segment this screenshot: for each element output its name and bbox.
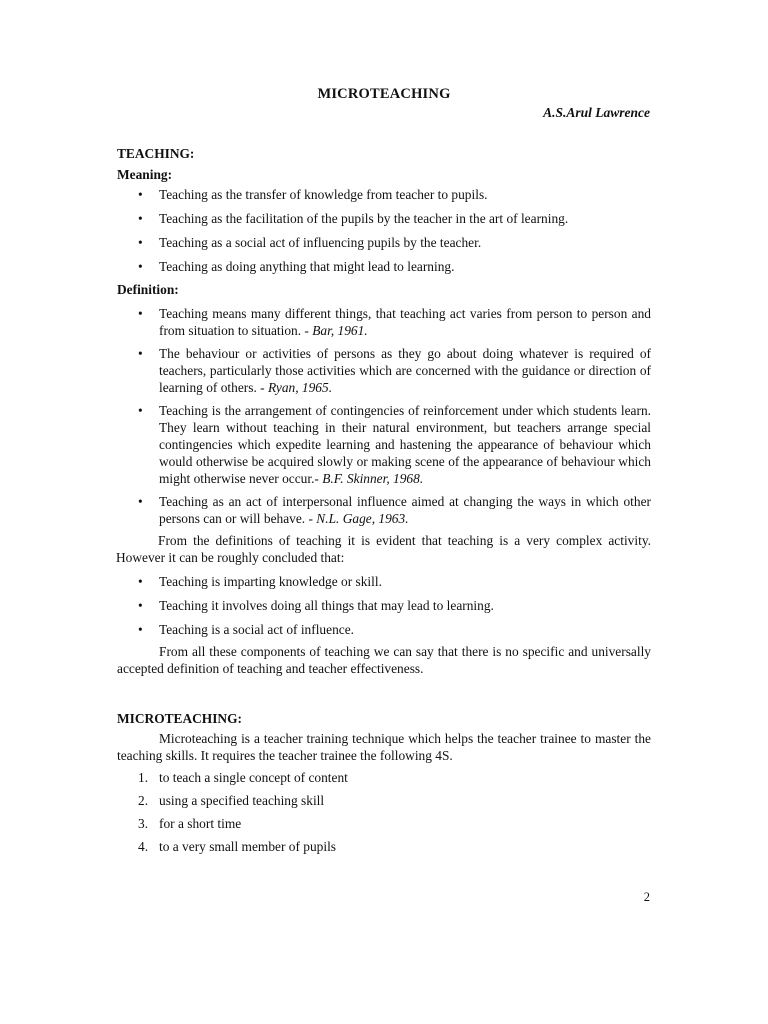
list-item: • Teaching as the facilitation of the pupils by the teacher in the art of learning. (117, 210, 651, 227)
citation: N.L. Gage, 1963. (316, 511, 409, 526)
numbered-item (117, 769, 651, 786)
list-item: • Teaching it involves doing all things that may lead to learning. (117, 597, 651, 614)
author-name: A.S.Arul Lawrence (543, 105, 650, 120)
numbered-item (117, 815, 651, 832)
definition-text: Teaching is the arrangement of contingencies of reinforcement under which students learn. They learn without teaching in their natural environment, but teachers arrange special contingencies which expedite learning and hastening the appearance of behaviour which would otherwise be acquired slowly or making scene of the appearance of behaviour which might otherwise never occur.- (159, 403, 651, 486)
microteaching-intro: Microteaching is a teacher training technique which helps the teacher trainee to master the teaching skills. It requires the teacher trainee the following 4S. (117, 731, 651, 763)
teaching-heading: TEACHING: (117, 146, 195, 161)
list-item: • Teaching is a social act of influence. (117, 621, 651, 638)
conclusion-intro: From the definitions of teaching it is evident that teaching is a very complex activity. However it can be roughly concluded that: (116, 533, 651, 565)
definition-list (117, 305, 651, 527)
item-text: for a short time (159, 816, 242, 831)
definition-text: The behaviour or activities of persons as they go about doing whatever is required of teachers, particularly those activities which are concerned with the guidance or direction of learning of others. - (159, 346, 651, 395)
definition-item (117, 402, 651, 487)
citation: Ryan, 1965. (267, 380, 333, 395)
list-item: • Teaching is imparting knowledge or skill. (117, 573, 651, 590)
definition-text: Teaching means many different things, that teaching act varies from person to person and from situation to situation. - (159, 306, 651, 338)
meaning-list (117, 186, 651, 275)
document-body (117, 145, 651, 855)
page-number: 2 (643, 890, 650, 904)
item-text: to teach a single concept of content (159, 770, 348, 785)
document-title: MICROTEACHING (317, 86, 451, 102)
numbered-item (117, 792, 651, 809)
definition-item (117, 345, 651, 396)
item-number: 1. (138, 770, 149, 785)
citation: Bar, 1961. (312, 323, 368, 338)
microteaching-list (117, 769, 651, 855)
citation: B.F. Skinner, 1968. (322, 471, 424, 486)
list-item: • Teaching as doing anything that might lead to learning. (117, 258, 651, 275)
item-number: 3. (138, 816, 149, 831)
closing-paragraph: From all these components of teaching we can say that there is no specific and universally accepted definition of teaching and teacher effectiveness. (117, 644, 651, 676)
item-number: 4. (138, 839, 149, 854)
definition-item (117, 493, 651, 527)
definition-heading: Definition: (117, 282, 179, 297)
list-item: • Teaching as the transfer of knowledge from teacher to pupils. (117, 186, 651, 203)
item-number: 2. (138, 793, 149, 808)
list-item: • Teaching as a social act of influencing pupils by the teacher. (117, 234, 651, 251)
item-text: to a very small member of pupils (159, 839, 337, 854)
meaning-heading: Meaning: (117, 167, 173, 182)
item-text: using a specified teaching skill (159, 793, 325, 808)
numbered-item (117, 838, 651, 855)
conclusion-list (117, 573, 651, 638)
definition-item (117, 305, 651, 339)
microteaching-heading: MICROTEACHING: (117, 711, 242, 726)
definition-text: Teaching as an act of interpersonal influence aimed at changing the ways in which other persons can or will behave. - (159, 494, 651, 526)
